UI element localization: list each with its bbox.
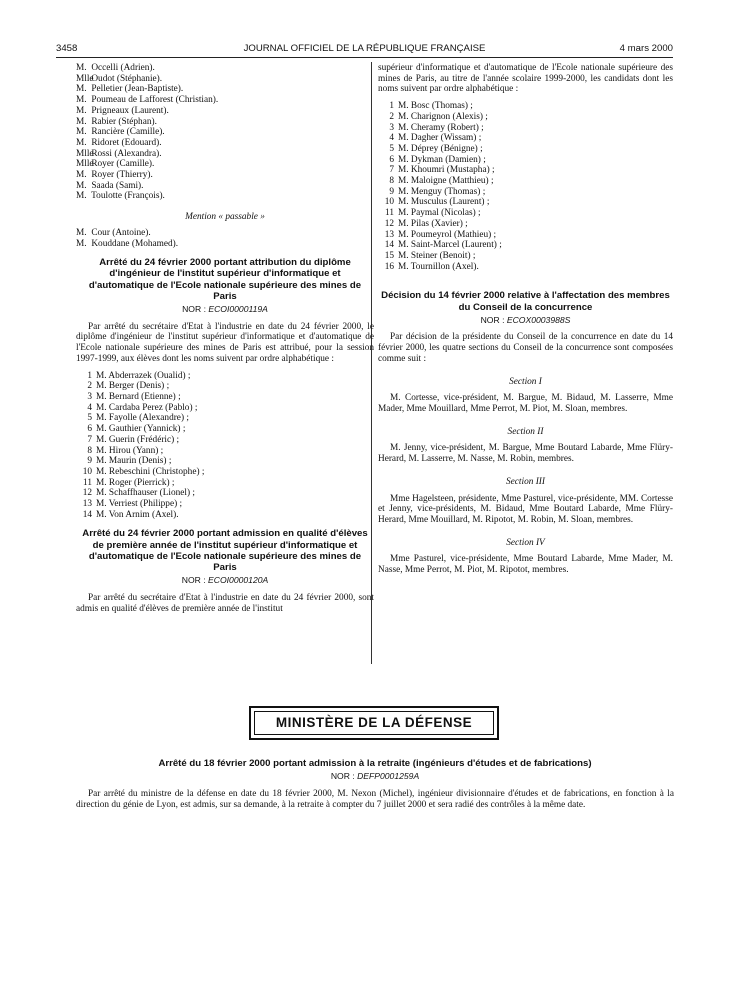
header-rule	[56, 57, 673, 58]
mention-heading: Mention « passable »	[185, 212, 265, 223]
list-item: 13 M. Verriest (Philippe) ;	[82, 499, 183, 510]
page-number: 3458	[56, 43, 78, 54]
list-item: 4 M. Cardaba Perez (Pablo) ;	[87, 402, 198, 413]
list-item: 6 M. Gauthier (Yannick) ;	[87, 424, 186, 435]
section-text: M. Jenny, vice-président, M. Bargue, Mme Boutard Labarde, Mme Flüry-Herard, M. Lasserre, M. Nasse, M. Robin, membres.	[378, 443, 673, 465]
list-item: M. Toulotte (François).	[76, 191, 165, 202]
section-heading: Section II	[507, 426, 544, 437]
nor-reference: NOR : ECOX0003988S	[480, 314, 571, 325]
decree-title: Arrêté du 24 février 2000 portant attribution du diplôme d'ingénieur de l'institut supérieur d'informatique et d'automatique de l'Ecole nationale supérieure des mines de Paris	[88, 257, 362, 302]
list-item: M. Cour (Antoine).	[76, 227, 151, 238]
list-item: M. Prigneaux (Laurent).	[76, 105, 169, 116]
nor-reference: NOR : ECOI0000120A	[181, 575, 269, 586]
list-item: 7 M. Guerin (Frédéric) ;	[87, 434, 180, 445]
list-item: M. Poumeau de Lafforest (Christian).	[76, 95, 219, 106]
decision-text: Par décision de la présidente du Conseil de la concurrence en date du 14 février 2000, les quatre sections du Conseil de la concurrence sont composées comme suit :	[378, 332, 673, 364]
list-item: 9 M. Menguy (Thomas) ;	[389, 186, 486, 197]
decree-text: Par arrêté du ministre de la défense en date du 18 février 2000, M. Nexon (Michel), ingénieur divisionnaire d'études et de fabrications, en fonction à la direction du génie de Lyon, est admis, sur sa demande, à la retraite à compter du 7 juillet 2000 et sera radié des contrôles à la même date.	[76, 788, 674, 810]
journal-title: JOURNAL OFFICIEL DE LA RÉPUBLIQUE FRANÇAISE	[243, 43, 486, 54]
section-heading: Section I	[509, 376, 542, 387]
list-item: Mlle Royer (Camille).	[76, 159, 155, 170]
numbered-list	[378, 101, 673, 272]
list-item: 1 M. Abderrazek (Oualid) ;	[87, 370, 191, 381]
list-item: 10 M. Musculus (Laurent) ;	[384, 197, 490, 208]
list-item: 2 M. Charignon (Alexis) ;	[389, 111, 488, 122]
list-item: 6 M. Dykman (Damien) ;	[389, 154, 486, 165]
list-item: 8 M. Maloigne (Matthieu) ;	[389, 176, 494, 187]
decree-text: Par arrêté du secrétaire d'Etat à l'industrie en date du 24 février 2000, le diplôme d'ingénieur de l'institut supérieur d'informatique et d'automatique de l'Ecole nationale supérieure des mines de Paris est attribué, pour la session 1997-1999, aux élèves dont les noms suivent par ordre alphabétique :	[76, 321, 374, 364]
section-text: M. Cortesse, vice-président, M. Bargue, M. Bidaud, M. Lasserre, Mme Mader, Mme Mouillard, Mme Perrot, M. Piot, M. Sloan, membres.	[378, 393, 673, 414]
list-item: M. Saada (Sami).	[76, 180, 144, 191]
issue-date: 4 mars 2000	[619, 43, 673, 54]
list-item: 3 M. Cheramy (Robert) ;	[389, 122, 484, 133]
list-item: Mlle Oudot (Stéphanie).	[76, 73, 163, 84]
list-item: Mlle Rossi (Alexandra).	[76, 148, 162, 159]
list-item: 5 M. Déprey (Bénigne) ;	[389, 143, 483, 154]
list-item: 13 M. Poumeyrol (Mathieu) ;	[384, 229, 497, 240]
ministry-heading: MINISTÈRE DE LA DÉFENSE	[254, 711, 494, 735]
continued-text: supérieur d'informatique et d'automatique de l'Ecole nationale supérieure des mines de Paris, au titre de l'année scolaire 1999-2000, les candidats dont les noms suivent par ordre alphabétique :	[378, 63, 673, 95]
section-text: Mme Pasturel, vice-présidente, Mme Boutard Labarde, Mme Mader, M. Nasse, Mme Perrot, M. Piot, M. Ripotot, membres.	[378, 554, 673, 576]
nor-reference: NOR : DEFP0001259A	[330, 771, 420, 782]
list-item: 15 M. Steiner (Benoit) ;	[384, 250, 476, 261]
list-item: M. Rabier (Stéphan).	[76, 116, 157, 127]
ministry-heading-box	[249, 706, 499, 740]
list-item: M. Ridoret (Edouard).	[76, 137, 162, 148]
decision-title: Décision du 14 février 2000 relative à l'affectation des membres du Conseil de la concurrence	[381, 290, 670, 313]
decree-title: Arrêté du 18 février 2000 portant admission à la retraite (ingénieurs d'études et de fabrications)	[158, 758, 592, 769]
list-item: 9 M. Maurin (Denis) ;	[87, 456, 172, 467]
list-item: 1 M. Bosc (Thomas) ;	[389, 101, 473, 112]
name-list-passable	[76, 228, 374, 249]
left-column	[76, 63, 374, 620]
section-heading: Section III	[506, 476, 545, 487]
list-item: 5 M. Fayolle (Alexandre) ;	[87, 413, 189, 424]
list-item: 10 M. Rebeschini (Christophe) ;	[82, 466, 205, 477]
list-item: 3 M. Bernard (Etienne) ;	[87, 391, 181, 402]
list-item: 14 M. Von Arnim (Axel).	[82, 509, 179, 520]
list-item: M. Kouddane (Mohamed).	[76, 238, 179, 249]
list-item: M. Pelletier (Jean-Baptiste).	[76, 84, 184, 95]
list-item: 7 M. Khoumri (Mustapha) ;	[389, 165, 495, 176]
section-text: Mme Hagelsteen, présidente, Mme Pasturel, vice-présidente, MM. Cortesse et Jenny, vice-présidents, M. Bidaud, Mme Boutard Labarde, Mme Flüry-Herard, Mme Mouillard, M. Ripotot, M. Robin, M. Sloan, membres.	[378, 493, 673, 525]
list-item: M. Rancière (Camille).	[76, 127, 165, 138]
list-item: 2 M. Berger (Denis) ;	[87, 381, 170, 392]
list-item: M. Occelli (Adrien).	[76, 63, 155, 73]
list-item: 11 M. Paymal (Nicolas) ;	[385, 208, 481, 219]
decree-text: Par arrêté du secrétaire d'Etat à l'industrie en date du 24 février 2000, sont admis en qualité d'élèves de première année de l'institut	[76, 592, 374, 614]
list-item: 11 M. Roger (Pierrick) ;	[83, 477, 175, 488]
list-item: 16 M. Tournillon (Axel).	[384, 261, 479, 272]
name-list-top	[76, 63, 374, 202]
list-item: 8 M. Hirou (Yann) ;	[87, 445, 164, 456]
list-item: 12 M. Schaffhauser (Lionel) ;	[82, 488, 195, 499]
ministry-section	[76, 758, 674, 816]
right-column	[378, 63, 673, 582]
numbered-list	[76, 371, 374, 521]
decree-title: Arrêté du 24 février 2000 portant admission en qualité d'élèves de première année de l'institut supérieur d'informatique et d'automatique de l'Ecole nationale supérieure des mines de Paris	[82, 528, 368, 574]
list-item: 14 M. Saint-Marcel (Laurent) ;	[384, 240, 502, 251]
nor-reference: NOR : ECOI0000119A	[182, 304, 268, 315]
list-item: M. Royer (Thierry).	[76, 170, 153, 181]
page-header	[56, 43, 673, 57]
section-heading: Section IV	[506, 537, 545, 548]
list-item: 4 M. Dagher (Wissam) ;	[389, 133, 482, 144]
list-item: 12 M. Pilas (Xavier) ;	[384, 218, 468, 229]
